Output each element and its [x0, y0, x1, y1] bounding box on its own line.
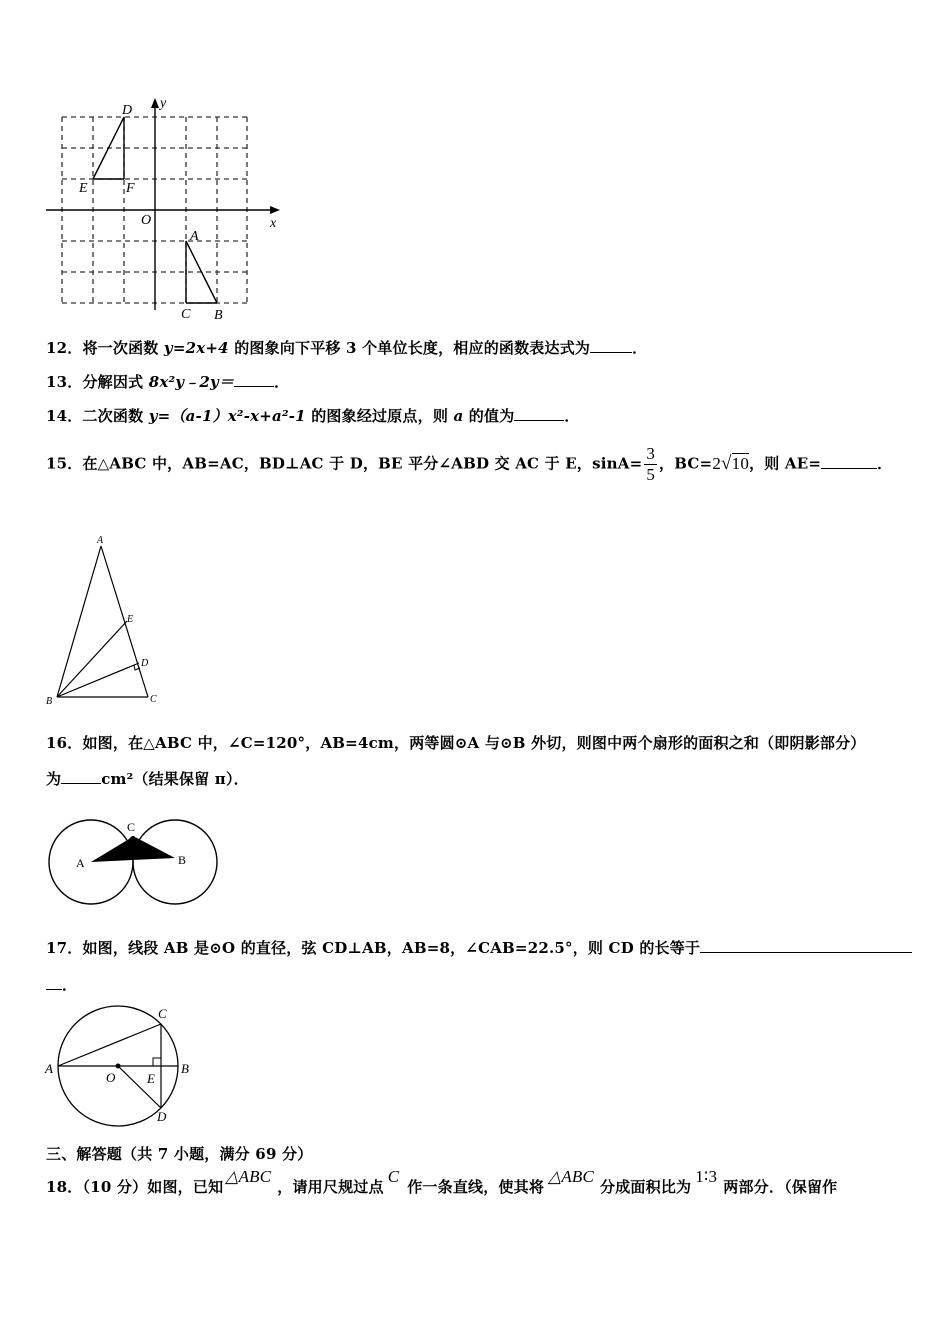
label-b: B [46, 696, 53, 707]
question-number: 14． [46, 407, 83, 425]
variable: a [453, 407, 464, 425]
question-text: 如图，线段 AB 是⊙O 的直径，弦 CD⊥AB，AB=8，∠CAB=22.5°，则 CD 的长等于 [82, 939, 701, 957]
question-16-line2 [46, 768, 249, 789]
label-o: O [141, 213, 152, 228]
answer-blank[interactable] [821, 454, 877, 469]
label-c: C [181, 307, 191, 322]
answer-blank-continued[interactable] [46, 975, 62, 990]
label-d: D [122, 103, 133, 118]
label-y: y [160, 96, 167, 111]
question-14 [46, 405, 580, 426]
question-text: 将一次函数 [82, 339, 164, 357]
radical-expression: 2√10 [712, 452, 750, 474]
label-o: O [106, 1070, 116, 1085]
center-point [116, 1064, 121, 1069]
point-symbol: C [387, 1167, 400, 1186]
question-text: 作一条直线，使其将 [407, 1178, 545, 1196]
answer-blank[interactable] [61, 769, 101, 784]
answer-blank[interactable] [700, 938, 912, 953]
label-c: C [158, 1006, 167, 1021]
question-number: 12． [46, 339, 83, 357]
triangle-symbol: △ABC [548, 1167, 595, 1186]
question-text: 分成面积比为 [600, 1178, 692, 1196]
fraction: $\frac{3}{5}$ [646, 444, 656, 484]
question-number: 15． [46, 454, 83, 473]
ratio: 1∶3 [695, 1167, 718, 1186]
two-circles-figure [40, 812, 230, 912]
triangle-symbol: △ABC [225, 1167, 272, 1186]
label-e: E [127, 614, 134, 625]
question-number: 18． [46, 1178, 83, 1196]
right-angle-mark [153, 1058, 161, 1066]
question-end: ． [62, 976, 78, 994]
x-axis-arrow [270, 206, 280, 214]
question-number: 17． [46, 939, 83, 957]
question-end: ． [274, 373, 290, 391]
label-a: A [97, 535, 104, 546]
answer-blank[interactable] [514, 406, 564, 421]
shaded-sectors [91, 836, 175, 862]
question-17-line2 [46, 974, 77, 995]
question-13 [46, 371, 289, 392]
label-b: B [178, 853, 187, 867]
expression: 8x²y﹣2y＝ [148, 373, 235, 391]
question-text: 为 [46, 770, 62, 788]
question-12 [46, 337, 647, 358]
answer-blank[interactable] [590, 338, 632, 353]
circle-chord-figure [40, 1000, 200, 1130]
label-d: D [141, 658, 149, 669]
label-e: E [79, 181, 88, 196]
label-b: B [181, 1061, 189, 1076]
question-text: ，请用尺规过点 [277, 1178, 384, 1196]
question-end: ． [564, 407, 580, 425]
label-d: D [157, 1109, 167, 1124]
label-e: E [147, 1071, 155, 1086]
question-15 [46, 444, 892, 485]
label-a: A [76, 856, 85, 870]
question-text: （10 分）如图，已知 [82, 1178, 224, 1196]
y-axis-arrow [151, 98, 159, 108]
question-text: 的值为 [463, 407, 515, 425]
function-expression: y=2x+4 [163, 339, 229, 357]
question-17 [46, 937, 912, 958]
question-16 [46, 732, 866, 753]
question-number: 16． [46, 734, 83, 752]
question-text: ，BC= [659, 454, 713, 473]
triangle-figure [40, 530, 170, 710]
function-expression: y=（a-1）x²-x+a²-1 [148, 407, 306, 425]
question-text: cm²（结果保留 π）． [101, 770, 249, 788]
question-text: 的图象向下平移 3 个单位长度，相应的函数表达式为 [228, 339, 591, 357]
label-a: A [45, 1061, 53, 1076]
question-text: 分解因式 [82, 373, 149, 391]
label-c: C [150, 694, 157, 705]
question-text: 二次函数 [82, 407, 149, 425]
question-text: 如图，在△ABC 中，∠C=120°，AB=4cm，两等圆⊙A 与⊙B 外切，则图中两个扇形的面积之和（即阴影部分） [82, 734, 866, 752]
question-end: ． [877, 454, 893, 473]
question-text: 的图象经过原点，则 [305, 407, 454, 425]
label-c: C [127, 820, 136, 834]
question-text: ，则 AE= [749, 454, 822, 473]
label-x: x [270, 216, 277, 231]
question-end: ． [632, 339, 648, 357]
question-number: 13． [46, 373, 83, 391]
question-18 [46, 1167, 838, 1197]
question-text: 两部分．（保留作 [723, 1178, 838, 1196]
coordinate-grid-figure [40, 92, 290, 324]
section-heading: 三、解答题（共 7 小题，满分 69 分） [46, 1145, 313, 1163]
label-f: F [126, 181, 135, 196]
answer-blank[interactable] [234, 372, 274, 387]
question-text: 在△ABC 中，AB=AC，BD⊥AC 于 D，BE 平分∠ABD 交 AC 于 E，sinA= [82, 454, 643, 473]
label-a: A [190, 229, 199, 244]
label-b: B [214, 308, 223, 323]
